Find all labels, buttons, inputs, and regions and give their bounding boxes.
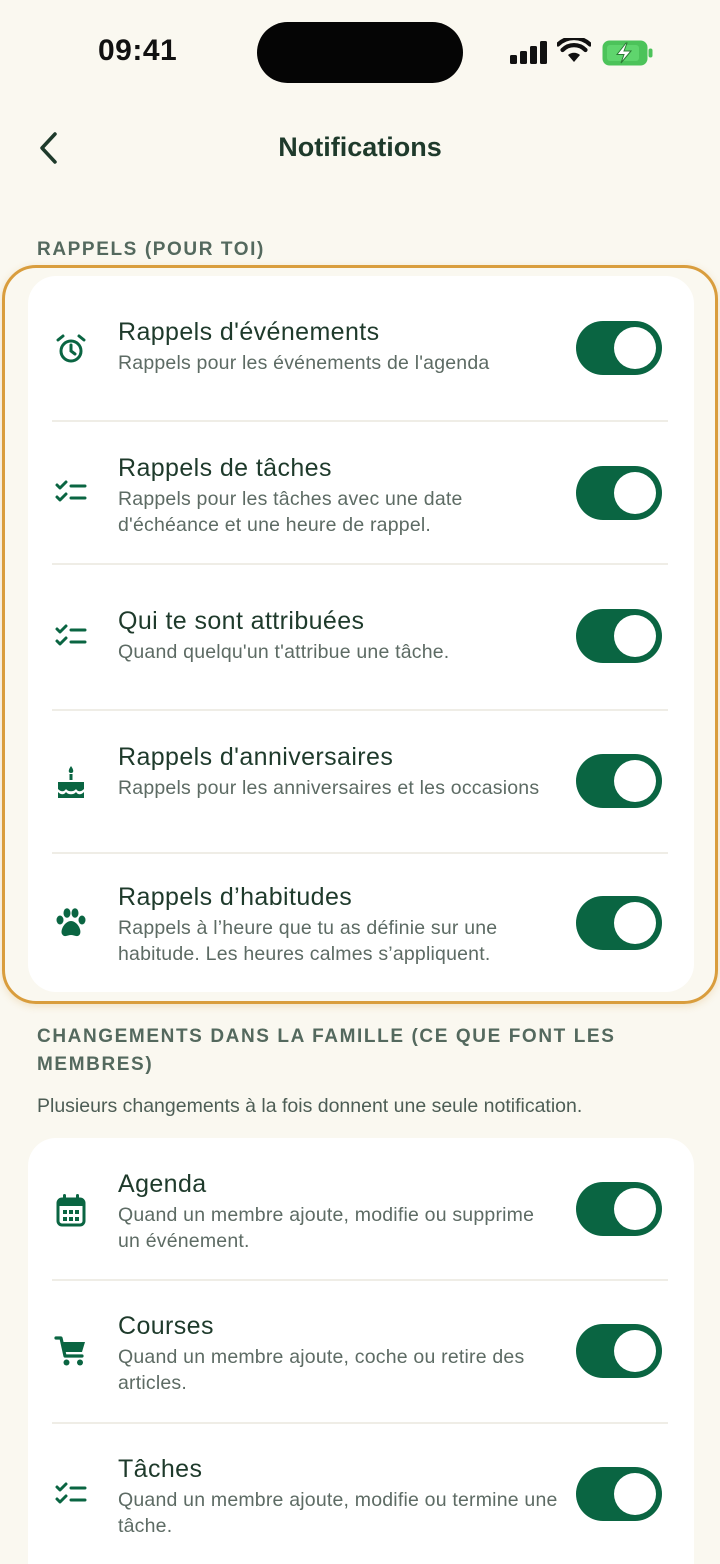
- item-title: Tâches: [118, 1455, 203, 1483]
- list-item-tasks: [28, 1424, 694, 1564]
- toggle-task-reminders[interactable]: [576, 466, 662, 520]
- cake-icon: [52, 763, 90, 801]
- paw-icon: [52, 904, 90, 942]
- cellular-signal-icon: [510, 40, 548, 64]
- toggle-knob: [614, 1188, 656, 1230]
- checklist-icon: [52, 473, 90, 511]
- item-description: Rappels pour les tâches avec une date d'échéance et une heure de rappel.: [118, 488, 463, 536]
- wifi-icon: [557, 38, 591, 64]
- toggle-birthday-reminders[interactable]: [576, 754, 662, 808]
- item-description: Quand un membre ajoute, coche ou retire des articles.: [118, 1346, 525, 1394]
- alarm-icon: [52, 330, 90, 368]
- battery-charging-icon: [602, 40, 654, 66]
- item-description: Rappels à l’heure que tu as définie sur une habitude. Les heures calmes s’appliquent.: [118, 917, 498, 965]
- toggle-assigned-tasks[interactable]: [576, 609, 662, 663]
- toggle-calendar[interactable]: [576, 1182, 662, 1236]
- item-title: Courses: [118, 1312, 214, 1340]
- page-title: Notifications: [278, 132, 442, 162]
- checklist-icon: [52, 1475, 90, 1513]
- item-title: Qui te sont attribuées: [118, 607, 365, 635]
- item-description: Quand un membre ajoute, modifie ou supprime un événement.: [118, 1204, 535, 1252]
- status-time: 09:41: [98, 34, 178, 67]
- cart-icon: [52, 1332, 90, 1370]
- list-item-assigned-tasks: [28, 565, 694, 709]
- list-item-task-reminders: [28, 422, 694, 563]
- toggle-knob: [614, 760, 656, 802]
- item-title: Rappels d'anniversaires: [118, 743, 394, 771]
- toggle-knob: [614, 1473, 656, 1515]
- toggle-knob: [614, 472, 656, 514]
- reminders-card: [28, 276, 694, 992]
- checklist-icon: [52, 617, 90, 655]
- family-changes-card: [28, 1138, 694, 1564]
- toggle-knob: [614, 1330, 656, 1372]
- list-item-event-reminders: [28, 276, 694, 420]
- toggle-knob: [614, 327, 656, 369]
- item-title: Rappels d’habitudes: [118, 883, 353, 911]
- item-description: Rappels pour les anniversaires et les occasions: [118, 777, 540, 799]
- item-description: Rappels pour les événements de l'agenda: [118, 352, 490, 374]
- item-title: Rappels de tâches: [118, 454, 332, 482]
- item-description: Quand quelqu'un t'attribue une tâche.: [118, 641, 450, 663]
- toggle-groceries[interactable]: [576, 1324, 662, 1378]
- list-item-groceries: [28, 1281, 694, 1422]
- list-item-habit-reminders: [28, 854, 694, 992]
- toggle-habit-reminders[interactable]: [576, 896, 662, 950]
- section-description-family: Plusieurs changements à la fois donnent une seule notification.: [37, 1095, 583, 1117]
- toggle-event-reminders[interactable]: [576, 321, 662, 375]
- item-description: Quand un membre ajoute, modifie ou termine une tâche.: [118, 1489, 558, 1537]
- item-title: Rappels d'événements: [118, 318, 380, 346]
- toggle-tasks[interactable]: [576, 1467, 662, 1521]
- section-label-family: CHANGEMENTS DANS LA FAMILLE (CE QUE FONT LES MEMBRES): [37, 1026, 616, 1075]
- dynamic-island: [257, 22, 463, 83]
- section-label-reminders: RAPPELS (POUR TOI): [37, 239, 265, 260]
- status-bar: [0, 0, 720, 110]
- calendar-icon: [52, 1191, 90, 1229]
- toggle-knob: [614, 615, 656, 657]
- item-title: Agenda: [118, 1170, 207, 1198]
- list-item-calendar: [28, 1138, 694, 1279]
- list-item-birthday-reminders: [28, 711, 694, 852]
- toggle-knob: [614, 902, 656, 944]
